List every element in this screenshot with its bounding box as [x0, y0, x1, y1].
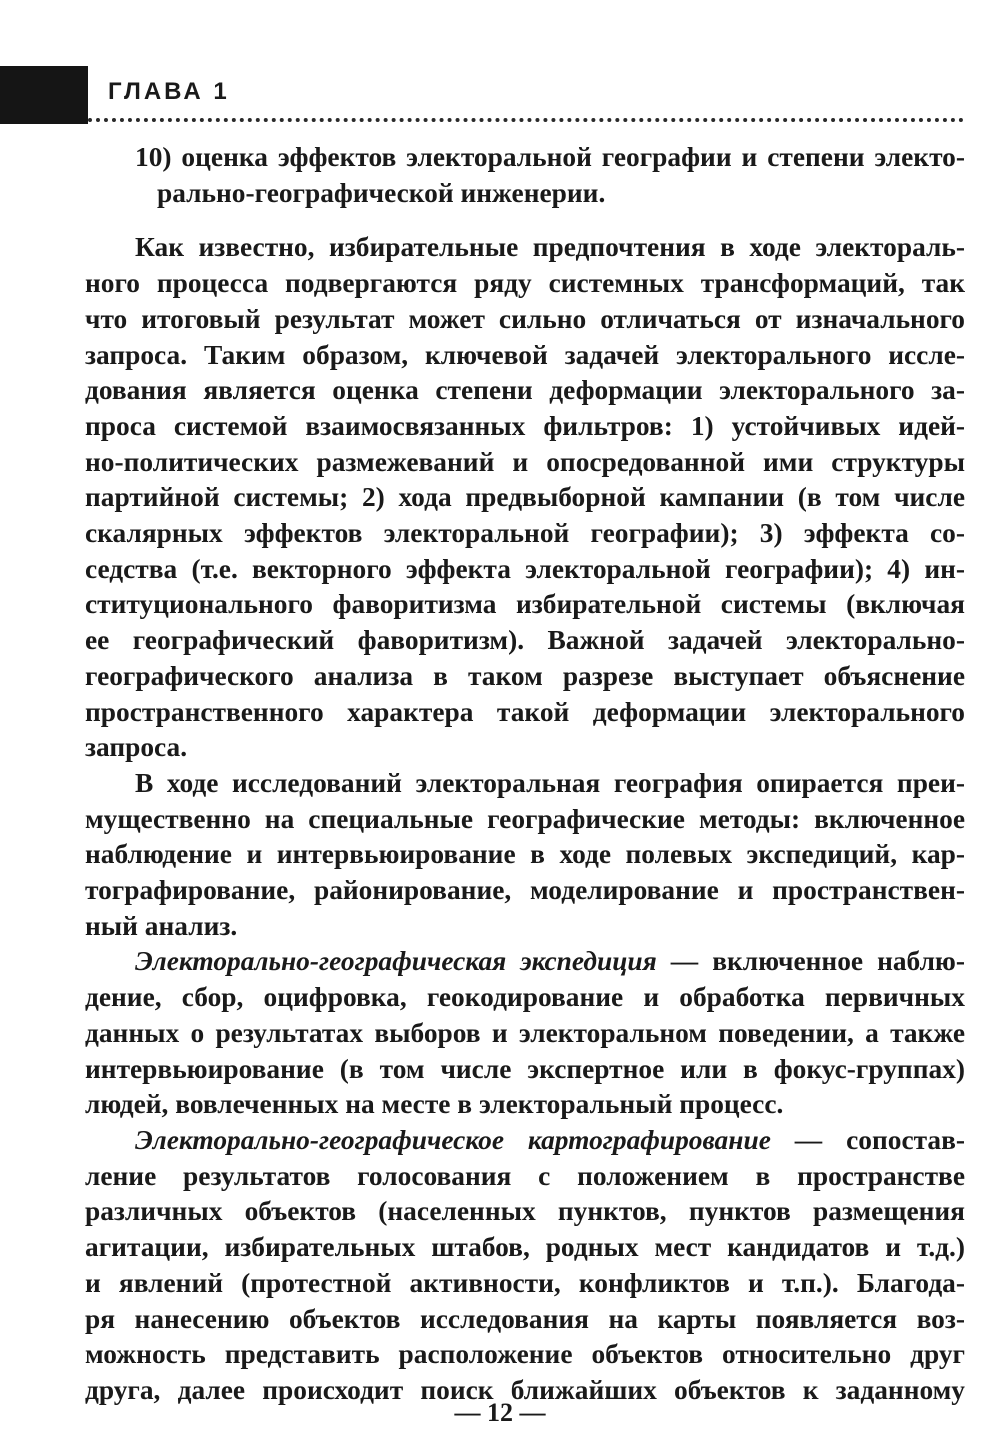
- text-line: друга, далее происходит поиск ближайших объектов к заданному: [85, 1374, 965, 1405]
- term-expedition: Электорально-географическая экспедиция: [135, 946, 657, 977]
- text-line: данных о результатах выборов и электоральном поведении, а также: [85, 1017, 965, 1048]
- text-line: мущественно на специальные географические методы: включенное: [85, 803, 965, 834]
- text-fragment: — включенное наблю-: [656, 946, 965, 977]
- text-line: Как известно, избирательные предпочтения в ходе электораль-: [135, 232, 965, 263]
- text-line: седства (т.е. векторного эффекта электоральной географии); 4) ин-: [85, 553, 965, 584]
- text-line: можность представить расположение объектов относительно друг: [85, 1339, 965, 1370]
- text-line: людей, вовлеченных на месте в электоральный процесс.: [85, 1089, 784, 1120]
- text-line: ного процесса подвергаются ряду системных трансформаций, так: [85, 268, 965, 299]
- text-line: дение, сбор, оцифровка, геокодирование и обработка первичных: [85, 982, 965, 1013]
- text-line: партийной системы; 2) хода предвыборной кампании (в том числе: [85, 482, 965, 513]
- text-line: но-политических размежеваний и опосредованной ими структуры: [85, 446, 965, 477]
- text-line: различных объектов (населенных пунктов, пунктов размещения: [85, 1196, 965, 1227]
- text-line: запроса. Таким образом, ключевой задачей электорального иссле-: [85, 339, 965, 370]
- text-line: 10) оценка эффектов электоральной географии и степени электо-: [135, 142, 965, 172]
- page-number: — 12 —: [454, 1398, 546, 1427]
- page-body: [85, 140, 965, 1409]
- text-line: проса системой взаимосвязанных фильтров: 1) устойчивых идей-: [85, 410, 965, 441]
- text-line: агитации, избирательных штабов, родных мест кандидатов и т.д.): [85, 1232, 965, 1263]
- text-line: географического анализа в таком разрезе выступает объяснение: [85, 660, 965, 691]
- text-fragment: — сопостав-: [770, 1124, 965, 1155]
- text-line: рально-географической инженерии.: [157, 177, 606, 208]
- text-line: скалярных эффектов электоральной географии); 3) эффекта со-: [85, 518, 965, 549]
- text-line: ее географический фаворитизм). Важной задачей электорально-: [85, 625, 965, 656]
- text-line: дования является оценка степени деформации электорального за-: [85, 375, 965, 406]
- chapter-marker-block: [0, 66, 88, 124]
- text-line: [85, 1123, 965, 1159]
- text-line: ление результатов голосования с положением в пространстве: [85, 1160, 965, 1191]
- paragraph-methods: [85, 766, 965, 945]
- paragraph-expedition: [85, 944, 965, 1123]
- header-dotted-rule: [88, 118, 964, 122]
- text-line: интервьюирование (в том числе экспертное или в фокус-группах): [85, 1053, 965, 1084]
- text-line: В ходе исследований электоральная география опирается преи-: [135, 767, 965, 798]
- text-line: ря нанесению объектов исследования на карты появляется воз-: [85, 1303, 965, 1334]
- text-line: тографирование, районирование, моделирование и пространствен-: [85, 875, 965, 906]
- text-line: пространственного характера такой деформации электорального: [85, 696, 965, 727]
- enumeration-item-10: [85, 140, 965, 211]
- text-line: ституционального фаворитизма избирательной системы (включая: [85, 589, 965, 620]
- paragraph-mapping: [85, 1123, 965, 1409]
- text-line: ный анализ.: [85, 910, 238, 941]
- text-line: что итоговый результат может сильно отличаться от изначального: [85, 303, 965, 334]
- text-line: [85, 944, 965, 980]
- text-line: наблюдение и интервьюирование в ходе полевых экспедиций, кар-: [85, 839, 965, 870]
- term-mapping: Электорально-географическое картографирование: [135, 1124, 771, 1155]
- text-line: и явлений (протестной активности, конфликтов и т.п.). Благода-: [85, 1267, 965, 1298]
- text-line: запроса.: [85, 732, 188, 763]
- paragraph-filters: [85, 230, 965, 766]
- chapter-title: ГЛАВА 1: [108, 78, 230, 105]
